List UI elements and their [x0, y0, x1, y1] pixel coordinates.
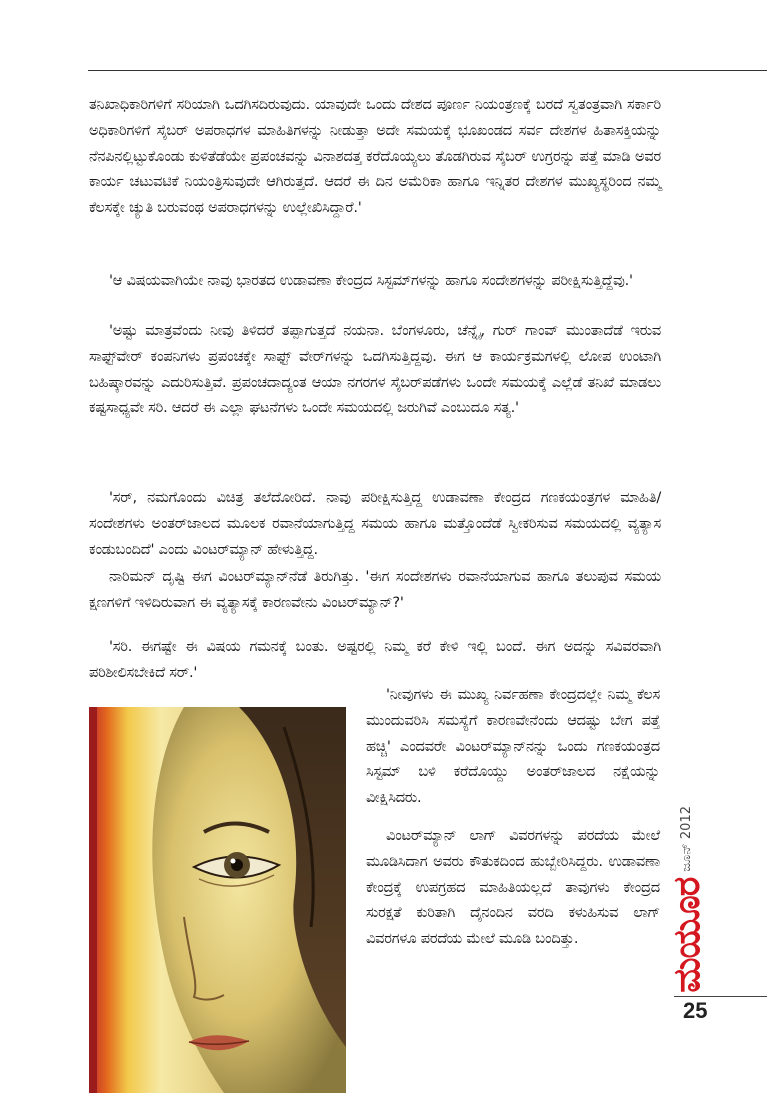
paragraph-3: 'ಅಷ್ಟು ಮಾತ್ರವೆಂದು ನೀವು ತಿಳಿದರೆ ತಪ್ಪಾಗುತ್ತದೆ ನಯನಾ. ಬೆಂಗಳೂರು, ಚೆನ್ನೈ, ಗುರ್ ಗಾಂವ್ ಮುಂತಾದೆಡೆ ಇರುವ ಸಾಫ್ಟ್‌ವೇರ್ ಕಂಪನಿಗಳು ಪ್ರಪಂಚಕ್ಕೇ ಸಾಫ್ಟ್ ವೇರ್‌ಗಳನ್ನು ಒದಗಿಸುತ್ತಿದ್ದವು. ಈಗ ಆ ಕಾರ್ಯಕ್ರಮಗಳಲ್ಲಿ ಲೋಪ ಉಂಟಾಗಿ ಬಹಿಷ್ಕಾರವನ್ನು ಎದುರಿಸುತ್ತಿವೆ. ಪ್ರಪಂಚದಾದ್ಯಂತ ಆಯಾ ನಗರಗಳ ಸೈಬರ್‌ಪಡೆಗಳು ಒಂದೇ ಸಮಯಕ್ಕೆ ಎಲ್ಲೆಡೆ ತನಿಖೆ ಮಾಡಲು ಕಷ್ಟಸಾಧ್ಯವೇ ಸರಿ. ಆದರೆ ಈ ಎಲ್ಲಾ ಘಟನೆಗಳು ಒಂದೇ ಸಮಯದಲ್ಲಿ ಜರುಗಿವೆ ಎಂಬುದೂ ಸತ್ಯ.' [89, 322, 661, 417]
woman-face-illustration [89, 707, 346, 1093]
header-rule [88, 70, 767, 71]
page-number: 25 [683, 998, 708, 1023]
paragraph-4: 'ಸರ್, ನಮಗೊಂದು ವಿಚಿತ್ರ ತಲೆದೋರಿದೆ. ನಾವು ಪರೀಕ್ಷಿಸುತ್ತಿದ್ದ ಉಡಾವಣಾ ಕೇಂದ್ರದ ಗಣಕಯಂತ್ರಗಳ ಮಾಹಿತಿ/ಸಂದೇಶಗಳು ಅಂತರ್‌ಜಾಲದ ಮೂಲಕ ರವಾನೆಯಾಗುತ್ತಿದ್ದ ಸಮಯ ಹಾಗೂ ಮತ್ತೊಂದೆಡೆ ಸ್ವೀಕರಿಸುವ ಸಮಯದಲ್ಲಿ ವ್ಯತ್ಯಾಸ ಕಂಡುಬಂದಿದೆ' ಎಂದು ವಿಂಟರ್‌ಮ್ಯಾನ್ ಹೇಳುತ್ತಿದ್ದ. [89, 489, 661, 558]
issue-date: ಜೂನ್ 2012 [679, 806, 694, 872]
page-number-rule [674, 996, 767, 997]
illustration-graphic [89, 707, 346, 1093]
paragraph-1: ತನಿಖಾಧಿಕಾರಿಗಳಿಗೆ ಸರಿಯಾಗಿ ಒದಗಿಸದಿರುವುದು. ಯಾವುದೇ ಒಂದು ದೇಶದ ಪೂರ್ಣ ನಿಯಂತ್ರಣಕ್ಕೆ ಬರದೆ ಸ್ವತಂತ್ರವಾಗಿ ಸರ್ಕಾರಿ ಅಧಿಕಾರಿಗಳಿಗೆ ಸೈಬರ್ ಅಪರಾಧಗಳ ಮಾಹಿತಿಗಳನ್ನು ನೀಡುತ್ತಾ ಅದೇ ಸಮಯಕ್ಕೆ ಭೂಖಂಡದ ಸರ್ವ ದೇಶಗಳ ಹಿತಾಸಕ್ತಿಯನ್ನು ನೆನಪಿನಲ್ಲಿಟ್ಟುಕೊಂಡು ಕುಳಿತೆಡೆಯೇ ಪ್ರಪಂಚವನ್ನು ವಿನಾಶದತ್ತ ಕರೆದೊಯ್ಯಲು ತೊಡಗಿರುವ ಸೈಬರ್ ಉಗ್ರರನ್ನು ಪತ್ತೆ ಮಾಡಿ ಅವರ ಕಾರ್ಯ ಚಟುವಟಿಕೆ ನಿಯಂತ್ರಿಸುವುದೇ ಆಗಿರುತ್ತದೆ. ಆದರೆ ಈ ದಿನ ಅಮೆರಿಕಾ ಹಾಗೂ ಇನ್ನಿತರ ದೇಶಗಳ ಮುಖ್ಯಸ್ಥರಿಂದ ನಮ್ಮ ಕೆಲಸಕ್ಕೇ ಚ್ಯುತಿ ಬರುವಂಥ ಅಪರಾಧಗಳನ್ನು ಉಲ್ಲೇಖಿಸಿದ್ದಾರೆ.' [89, 96, 661, 217]
paragraph-5: ನಾರಿಮನ್ ದೃಷ್ಟಿ ಈಗ ವಿಂಟರ್‌ಮ್ಯಾನ್‌ನೆಡೆ ತಿರುಗಿತ್ತು. 'ಈಗ ಸಂದೇಶಗಳು ರವಾನೆಯಾಗುವ ಹಾಗೂ ತಲುಪುವ ಸಮಯ ಕ್ಷಣಗಳಿಗೆ ಇಳಿದಿರುವಾಗ ಈ ವ್ಯತ್ಯಾಸಕ್ಕೆ ಕಾರಣವೇನು ವಿಂಟರ್‌ಮ್ಯಾನ್?' [89, 568, 661, 611]
paragraph-8: ವಿಂಟರ್‌ಮ್ಯಾನ್ ಲಾಗ್ ವಿವರಗಳನ್ನು ಪರದೆಯ ಮೇಲೆ ಮೂಡಿಸಿದಾಗ ಅವರು ಕೌತುಕದಿಂದ ಹುಬ್ಬೇರಿಸಿದ್ದರು. ಉಡಾವಣಾ ಕೇಂದ್ರಕ್ಕೆ ಉಪಗ್ರಹದ ಮಾಹಿತಿಯಲ್ಲದೆ ತಾವುಗಳು ಕೇಂದ್ರದ ಸುರಕ್ಷತೆ ಕುರಿತಾಗಿ ದೈನಂದಿನ ವರದಿ ಕಳುಹಿಸುವ ಲಾಗ್ ವಿವರಗಳೂ ಪರದೆಯ ಮೇಲೆ ಮೂಡಿ ಬಂದಿತ್ತು. [366, 827, 660, 948]
paragraph-6: 'ಸರಿ. ಈಗಷ್ಟೇ ಈ ವಿಷಯ ಗಮನಕ್ಕೆ ಬಂತು. ಅಷ್ಟರಲ್ಲಿ ನಿಮ್ಮ ಕರೆ ಕೇಳಿ ಇಲ್ಲಿ ಬಂದೆ. ಈಗ ಅದನ್ನು ಸವಿವರವಾಗಿ ಪರಿಶೀಲಿಸಬೇಕಿದೆ ಸರ್.' [89, 638, 661, 681]
magazine-logo: ಮಯೂರ [665, 877, 708, 993]
paragraph-7: 'ನೀವುಗಳು ಈ ಮುಖ್ಯ ನಿರ್ವಹಣಾ ಕೇಂದ್ರದಲ್ಲೇ ನಿಮ್ಮ ಕೆಲಸ ಮುಂದುವರಿಸಿ ಸಮಸ್ಯೆಗೆ ಕಾರಣವೇನೆಂದು ಆದಷ್ಟು ಬೇಗ ಪತ್ತೆ ಹಚ್ಚಿ' ಎಂದವರೇ ವಿಂಟರ್‌ಮ್ಯಾನ್‌ನನ್ನು ಒಂದು ಗಣಕಯಂತ್ರದ ಸಿಸ್ಟಮ್ ಬಳಿ ಕರೆದೊಯ್ದು ಅಂತರ್‌ಜಾಲದ ನಕ್ಷೆಯನ್ನು ವೀಕ್ಷಿಸಿದರು. [366, 686, 660, 807]
paragraph-2: 'ಆ ವಿಷಯವಾಗಿಯೇ ನಾವು ಭಾರತದ ಉಡಾವಣಾ ಕೇಂದ್ರದ ಸಿಸ್ಟಮ್‌ಗಳನ್ನು ಹಾಗೂ ಸಂದೇಶಗಳನ್ನು ಪರೀಕ್ಷಿಸುತ್ತಿದ್ದೆವು.' [109, 272, 633, 289]
magazine-masthead [665, 806, 708, 993]
